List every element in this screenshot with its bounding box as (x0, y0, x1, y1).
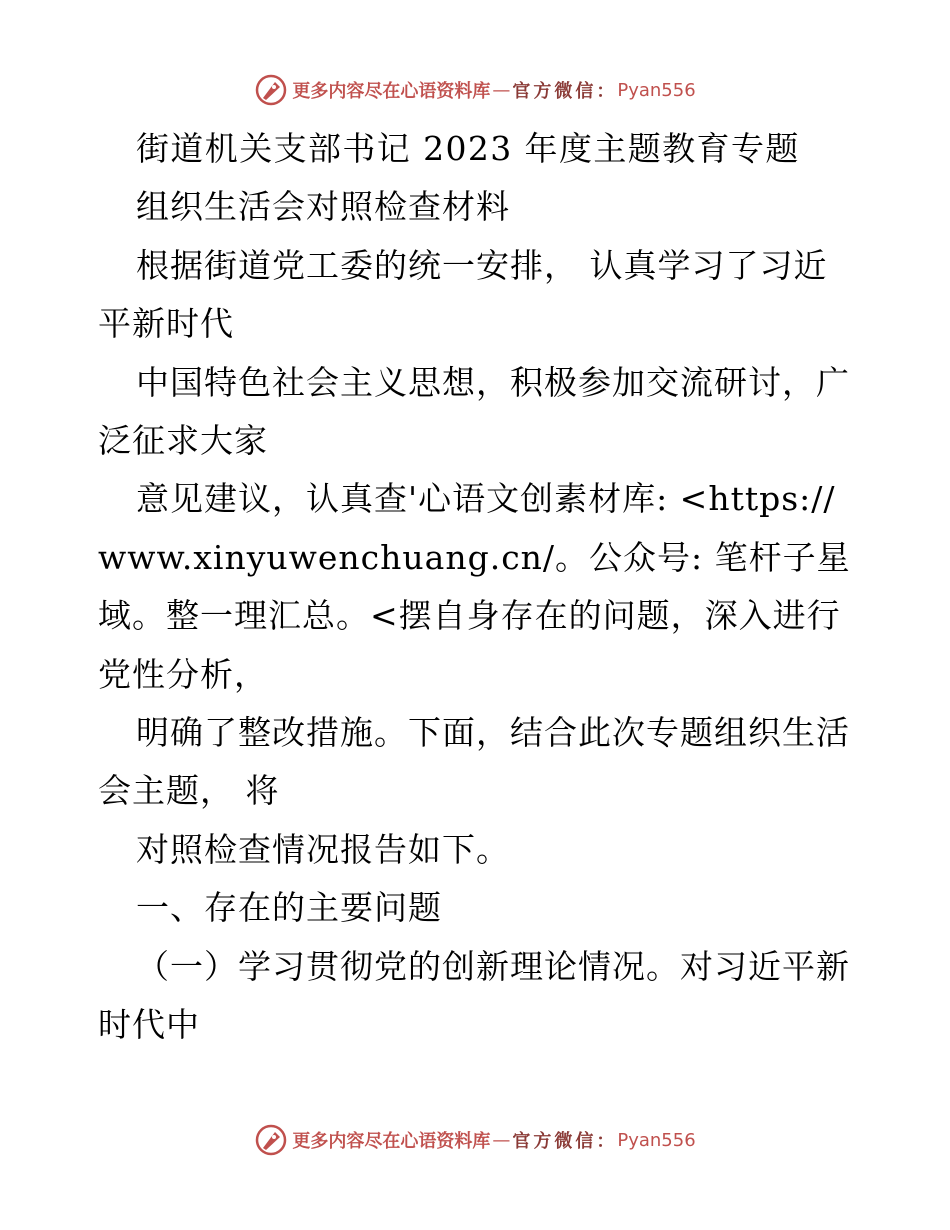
body-paragraph: （一）学习贯彻党的创新理论情况。对习近平新时代中 (98, 946, 850, 1045)
body-paragraph: 意见建议，认真查'心语文创素材库: <https://www.xinyuwenchuang.cn/。公众号: 笔杆子星域。整一理汇总。<摆自身存在的问题，深入进行党性分析， (98, 479, 851, 694)
pen-nib-logo-icon (254, 1123, 288, 1157)
footer-watermark-banner (0, 1120, 950, 1160)
banner-separator: — (492, 1129, 511, 1151)
pen-nib-logo-icon (254, 73, 288, 107)
document-title-line-2: 组织生活会对照检查材料 (136, 187, 510, 227)
document-body (98, 120, 858, 1055)
body-paragraph: 中国特色社会主义思想，积极参加交流研讨，广泛征求大家 (98, 362, 850, 461)
banner-wechat-label: 官方微信： (512, 1131, 618, 1152)
header-watermark-banner (0, 70, 950, 110)
banner-separator: — (492, 79, 511, 101)
body-paragraph: 对照检查情况报告如下。 (136, 829, 510, 869)
banner-wechat-id: Pyan556 (617, 79, 696, 101)
banner-brand-text: 更多内容尽在心语资料库 (292, 81, 491, 102)
banner-wechat-label: 官方微信： (512, 81, 618, 102)
banner-brand-text: 更多内容尽在心语资料库 (292, 1131, 491, 1152)
body-paragraph: 明确了整改措施。下面，结合此次专题组织生活会主题， 将 (98, 713, 850, 811)
section-heading: 一、存在的主要问题 (136, 888, 442, 928)
document-title-line-1: 街道机关支部书记 2023 年度主题教育专题 (136, 129, 800, 168)
body-paragraph: 根据街道党工委的统一安排， 认真学习了习近平新时代 (98, 245, 828, 344)
banner-wechat-id: Pyan556 (617, 1129, 696, 1151)
